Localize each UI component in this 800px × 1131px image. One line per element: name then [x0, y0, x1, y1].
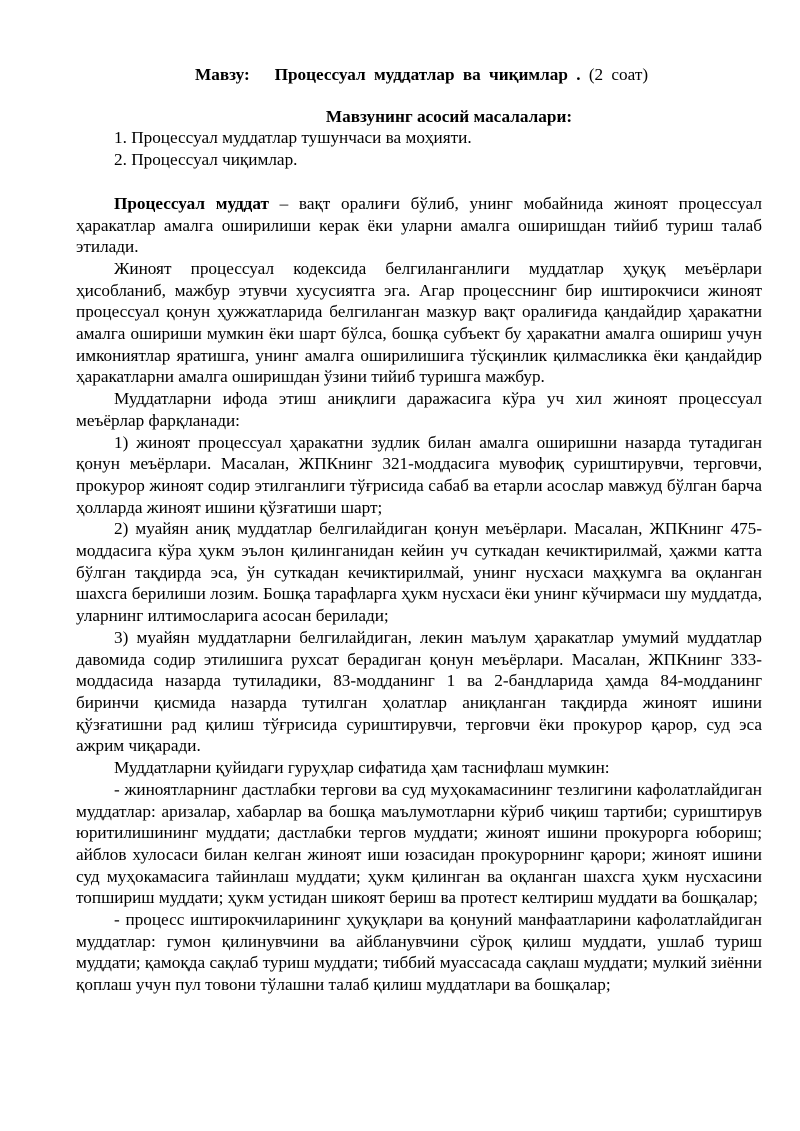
- topic-heading: [76, 64, 762, 86]
- topic-label: Мавзу:: [195, 65, 250, 84]
- paragraph-5: 2) муайян аниқ муддатлар белгилайдиган қонун меъёрлари. Масалан, ЖПКнинг 475-моддасига кўра ҳукм эълон қилинганидан кейин уч суткадан кечиктирилмай, ҳажми катта бўлган тақдирда эса, ўн суткадан кечиктирилмай, унинг нусхаси маҳкумга ва оқланган шахсга берилиши лозим. Бошқа тарафларга ҳукм нусхаси ёки унинг кўчирмаси шу муддатда, уларнинг илтимосларига асосан берилади;: [76, 519, 762, 626]
- paragraph-3: Муддатларни ифода этиш аниқлиги даражасига кўра уч хил жиноят процессуал меъёрлар фарқланади:: [76, 389, 762, 430]
- outline-title: Мавзунинг асосий масалалари:: [325, 106, 573, 126]
- paragraph-6: 3) муайян муддатларни белгилайдиган, лекин маълум ҳаракатлар умумий муддатлар давомида содир этилишига рухсат берадиган қонун меъёрлари. Масалан, ЖПКнинг 333-моддасида назарда тутиладики, 83-модданинг 1 ва 2-бандларида ҳамда 84-модданинг биринчи қисмида назарда тутилган ҳолатлар аниқланган тақдирда жиноят ишини қўзғатишни рад қилиш тўғрисида суриштирувчи, терговчи ёки прокурор қарор, суд эса ажрим чиқаради.: [76, 627, 762, 756]
- paragraph-definition: [76, 193, 762, 258]
- topic-hours: (2 соат): [580, 65, 649, 84]
- paragraph-8: - жиноятларнинг дастлабки тергови ва суд муҳокамасининг тезлигини кафолатлайдиган муддатлар: аризалар, хабарлар ва бошқа маълумотларни кўриб чиқиш тартиби; суриштирув юритилишининг муддати; дастлабки тергов муддати; жиноят ишини прокурорга юбориш; айблов хулосаси билан келган жиноят иши юзасидан прокурорнинг қарори; жиноят ишини суд муҳокамасига тайинлаш муддати; ҳукм қилинган ва оқланган шахсга ҳукм нусхасини топшириш муддати; ҳукм устидан шикоят бериш ва протест келтириш муддати ва бошқалар;: [76, 779, 762, 908]
- document-page: [76, 64, 762, 996]
- outline-item-1: 1. Процессуал муддатлар тушунчаси ва моҳияти.: [114, 128, 472, 148]
- defined-term: Процессуал муддат: [114, 193, 269, 213]
- definition-text: – вақт оралиғи бўлиб, унинг мобайнида жиноят процессуал ҳаракатлар амалга оширилиши керак ёки уларни амалга оширишдан тийиб туриш талаб этилади.: [76, 193, 763, 257]
- paragraph-7: Муддатларни қуйидаги гуруҳлар сифатида ҳам таснифлаш мумкин:: [114, 758, 610, 778]
- paragraph-2: Жиноят процессуал кодексида белгиланганлиги муддатлар ҳуқуқ меъёрлари ҳисобланиб, мажбур этувчи хусусиятга эга. Агар процесснинг бир иштирокчиси жиноят процессуал қонун ҳужжатларида белгиланган мазкур вақт оралиғида қандайдир ҳаракатни амалга ошириши мумкин ёки шарт бўлса, бошқа субъект бу ҳаракатни амалга ошириш учун имкониятлар яратишга, унинг амалга оширилишига тўсқинлик қилмасликка ёки қандайдир ҳаракатларни амалга оширишдан ўзини тийиб туришга мажбур.: [76, 258, 762, 387]
- paragraph-4: 1) жиноят процессуал ҳаракатни зудлик билан амалга оширишни назарда тутадиган қонун меъёрлари. Масалан, ЖПКнинг 321-моддасига мувофиқ суриштирувчи, терговчи, прокурор жиноят содир этилганлиги тўғрисида сабаб ва етарли асослар мавжуд бўлган барча ҳолларда жиноят ишини қўзғатиши шарт;: [76, 432, 762, 517]
- outline-item-2: 2. Процессуал чиқимлар.: [114, 150, 298, 170]
- topic-title: Процессуал муддатлар ва чиқимлар .: [274, 65, 581, 84]
- paragraph-9: - процесс иштирокчиларининг ҳуқуқлари ва қонуний манфаатларини кафолатлайдиган муддатлар: гумон қилинувчини ва айбланувчини сўроқ қилиш муддати, ушлаб туриш муддати; қамоқда сақлаб туриш муддати; тиббий муассасада сақлаш муддати; мулкий зиённи қоплаш учун пул товони тўлашни талаб қилиш муддатлари ва бошқалар;: [76, 910, 762, 995]
